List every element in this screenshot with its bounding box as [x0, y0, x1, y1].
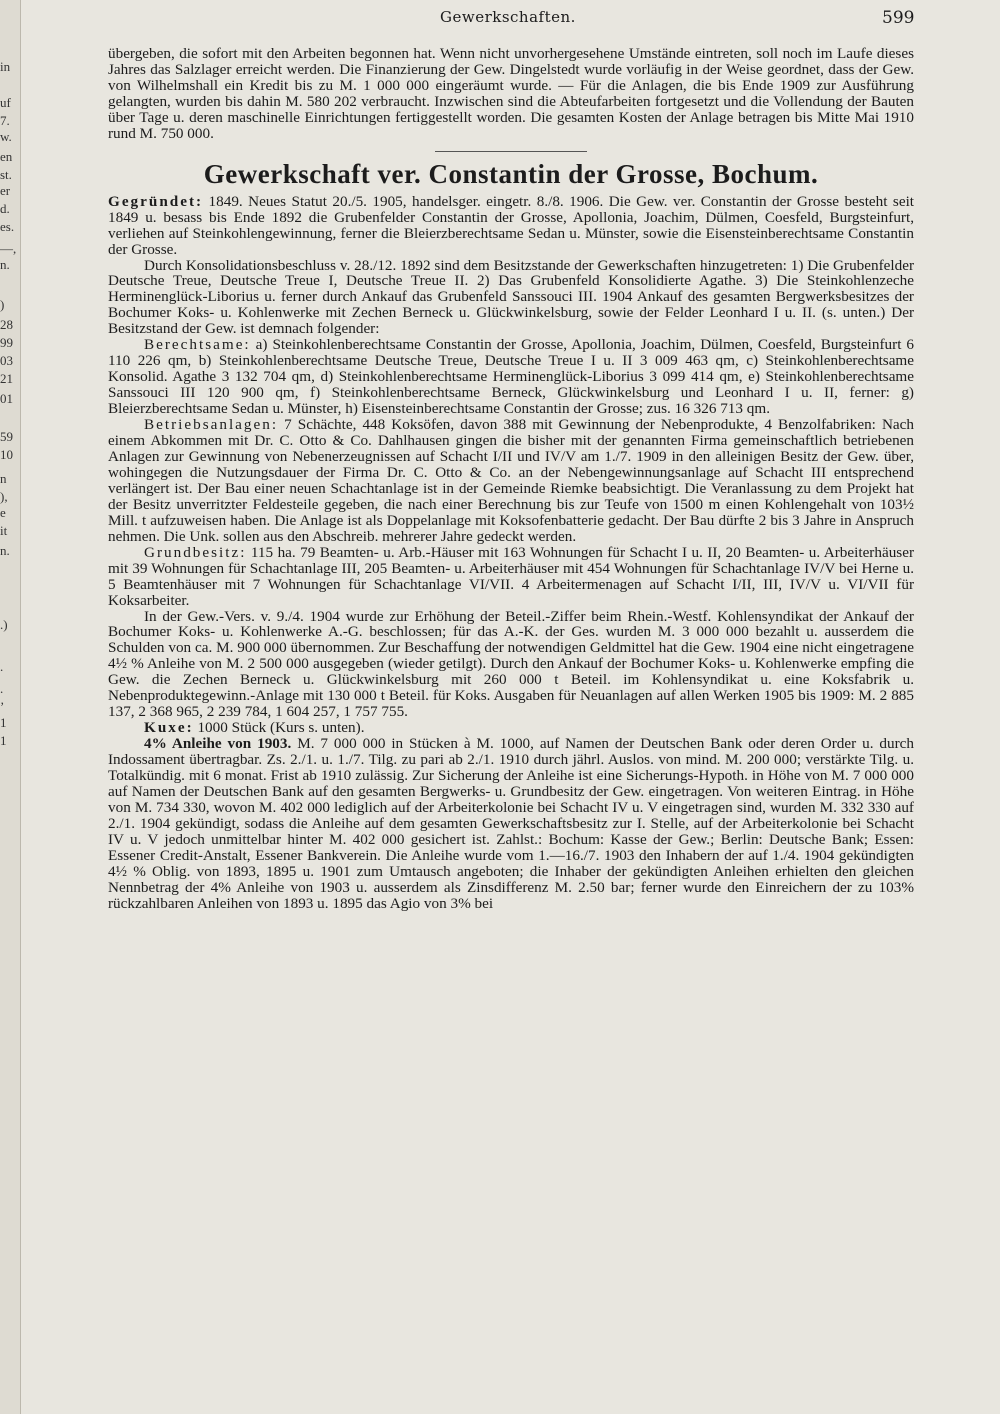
margin-fragment: .) [0, 617, 8, 632]
margin-fragment: 03 [0, 353, 13, 368]
section-title: Gewerkschaft ver. Constantin der Grosse, Bochum. [203, 158, 819, 189]
intro-paragraph: übergeben, die sofort mit den Arbeiten begonnen hat. Wenn nicht unvorhergesehene Umstände eintreten, soll noch im Laufe dieses Jahres das Salzlager erreicht werden. Die Finanzierung der Gew. Dingelstedt wurde vorläufig in der Weise geordnet, dass der Gew. von Wilhelmshall ein Kredit bis zu M. 1 000 000 eingeräumt wurde. — Für die Anlagen, die bis Ende 1909 zur Ausführung gelangten, wurden bis dahin M. 580 202 verbraucht. Inzwischen sind die Abteufarbeiten fortgesetzt und die Vollendung der Bauten über Tage u. deren maschinelle Einrichtungen fertiggestellt worden. Die gesamten Kosten der Anlage betragen bis Mitte Mai 1910 rund M. 750 000. [108, 45, 914, 142]
margin-fragment: 1 [0, 733, 7, 748]
margin-fragment: n [0, 471, 7, 486]
margin-fragment: n. [0, 257, 10, 272]
margin-fragment: 1 [0, 715, 7, 730]
anleihe-text: M. 7 000 000 in Stücken à M. 1000, auf Namen der Deutschen Bank oder deren Order u. durch Indossament übertragbar. Zs. 2./1. u. 1./7. Tilg. zu pari ab 2./1. 1910 durch jährl. Auslos. von mind. M. 200 000; verstärkte Tilg. u. Totalkündig. mit 6 monat. Frist ab 1910 zulässig. Zur Sicherung der Anleihe ist eine Sicherungs-Hypoth. in Höhe von M. 7 000 000 auf Namen der Deutschen Bank auf den gesamten Bergwerks- u. Grundbesitz der Gew. eingetragen. Von weiteren Eintrag. in Höhe von M. 734 330, wovon M. 402 000 lediglich auf der Arbeiterkolonie bei Schacht IV u. V eingetragen sind, wurden M. 332 330 auf 2./1. 1904 gekündigt, sodass die Anleihe auf dem gesamten Gewerkschaftsbesitz zur I. Stelle, auf der Arbeiterkolonie bei Schacht IV u. V jedoch unmittelbar hinter M. 402 000 gesichert ist. Zahlst.: Bochum: Kasse der Gew.; Berlin: Deutsche Bank; Essen: Essener Credit-Anstalt, Essener Bankverein. Die Anleihe wurde vom 1.—16./7. 1903 den Inhabern der auf 1./4. 1904 gekündigten 4½ % Oblig. von 1893, 1895 u. 1901 zum Umtausch angeboten; die Inhaber der gekündigten Anleihen erhielten den gleichen Nennbetrag der 4% Anleihe von 1903 u. ausserdem als Zinsdifferenz M. 2.50 bar; ferner wurde den Einreichern der zu 103% rückzahlbaren Anleihen von 1893 u. 1895 das Agio von 3% bei [108, 735, 914, 912]
adjacent-page-edge [0, 0, 21, 1414]
margin-fragment: in [0, 59, 11, 74]
margin-fragment: 21 [0, 371, 13, 386]
grundbesitz-label: Grundbesitz: [144, 543, 247, 561]
margin-fragment: 59 [0, 429, 13, 444]
margin-fragment: it [0, 523, 8, 538]
berechtsame-label: Berechtsame: [144, 336, 251, 354]
margin-fragment: . [0, 659, 4, 674]
kuxe-text: 1000 Stück (Kurs s. unten). [197, 719, 365, 737]
margin-fragment: er [0, 183, 11, 198]
gewerkenversammlung-paragraph: In der Gew.-Vers. v. 9./4. 1904 wurde zur Erhöhung der Beteil.-Ziffer beim Rhein.-Westf. Kohlensyndikat der Ankauf der Bochumer Koks- u. Kohlenwerke A.-G. beschlossen; für das A.-K. der Ges. wurden M. 3 000 000 bezahlt u. ausserdem die Schulden von ca. M. 900 000 übernommen. Zur Beschaffung der notwendigen Geldmittel hat die Gew. 1904 eine nicht eingetragene 4½ % Anleihe von M. 2 500 000 ausgegeben (wieder getilgt). Durch den Ankauf der Bochumer Koks- u. Kohlenwerke empfing die Gew. die Zechen Berneck u. Glückwinkelsburg mit 260 000 t Beteil. im Kohlensyndikat u. eine Koksfabrik u. Nebenproduktegewinn.-Anlage mit 130 000 t Beteil. für Koks. Ausgaben für Neuanlagen auf allen Werken 1905 bis 1909: M. 2 885 137, 2 368 965, 2 239 784, 1 604 257, 1 757 755. [108, 607, 914, 721]
margin-fragment: n. [0, 543, 10, 558]
kuxe-label: Kuxe: [144, 719, 194, 737]
berechtsame-text: a) Steinkohlenberechtsame Constantin der Grosse, Apollonia, Joachim, Dülmen, Coesfeld, Burgsteinfurt 6 110 226 qm, b) Steinkohlenberechtsame Deutsche Treue, Deutsche Treue I u. II 3 009 463 qm, c) Steinkohlenberechtsame Konsolid. Agathe 3 132 704 qm, d) Steinkohlenberechtsame Herminenglück-Liborius 3 099 414 qm, e) Steinkohlenberechtsame Sanssouci III 120 900 qm, f) Steinkohlenberechtsame Berneck, Glückwinkelsburg und Leonhard I u. II, ferner: g) Bleierzberechtsame Sedan u. Münster, h) Eisensteinberechtsame Constantin der Grosse; zus. 16 326 713 qm. [108, 336, 915, 418]
margin-fragment: uf [0, 95, 11, 110]
margin-fragment: es. [0, 219, 15, 234]
berechtsame-paragraph [108, 337, 914, 417]
betrieb-paragraph [108, 417, 914, 545]
margin-fragment: 10 [0, 447, 13, 462]
margin-fragment: ’ [0, 699, 5, 714]
grundbesitz-paragraph [108, 545, 914, 609]
founding-text: 1849. Neues Statut 20./5. 1905, handelsger. eingetr. 8./8. 1906. Die Gew. ver. Constantin der Grosse besteht seit 1849 u. besass bis Ende 1892 die Grubenfelder Constantin der Grosse, Apollonia, Joachim, Dülmen, Coesfeld, Burgsteinfurt, verliehen auf Steinkohlengewinnung, ferner die Bleierzberechtsame Sedan u. Münster, sowie die Eisensteinberechtsame Constantin der Grosse. [108, 192, 915, 258]
section-divider [435, 151, 587, 152]
grundbesitz-text: 115 ha. 79 Beamten- u. Arb.-Häuser mit 163 Wohnungen für Schacht I u. II, 20 Beamten- u. Arbeiterhäuser mit 39 Wohnungen für Schachtanlage III, 205 Beamten- u. Arbeiterhäuser mit 454 Wohnungen für Schachtanlage IV/V bei Herne u. 5 Beamtenhäuser mit 7 Wohnungen für Schachtanlage VI/VII. 4 Arbeitermenagen auf Schacht I/II, III, IV/V u. VI/VII für Koksarbeiter. [108, 543, 915, 609]
margin-fragment: 99 [0, 335, 13, 350]
page-body [108, 46, 914, 912]
margin-fragment: 7. [0, 113, 10, 128]
margin-fragment: d. [0, 201, 10, 216]
margin-fragment: —, [0, 241, 17, 256]
margin-fragment: . [0, 681, 4, 696]
margin-fragment: en [0, 149, 13, 164]
margin-fragment: st. [0, 167, 12, 182]
margin-fragment: ), [0, 489, 8, 504]
anleihe-label: 4% Anleihe von 1903. [144, 735, 292, 753]
running-header: Gewerkschaften. [440, 8, 576, 26]
founding-paragraph [108, 194, 914, 258]
consolidation-paragraph: Durch Konsolidationsbeschluss v. 28./12. 1892 sind dem Besitzstande der Gewerkschaften hinzugetreten: 1) Die Grubenfelder Deutsche Treue, Deutsche Treue I, Deutsche Treue II. 2) Das Grubenfeld Konsolidierte Agathe. 3) Die Steinkohlenzeche Herminenglück-Liborius u. ferner durch Ankauf das Grubenfeld Sanssouci III. 1904 Ankauf des gesamten Bergwerksbesitzes der Bochumer Koks- u. Kohlenwerke mit Zechen Berneck u. Glückwinkelsburg, sowie der Felder Leonhard I u. II. (s. unten.) Der Besitzstand der Gew. ist demnach folgender: [108, 256, 914, 338]
kuxe-paragraph [108, 720, 914, 736]
margin-fragment: w. [0, 129, 12, 144]
page-number: 599 [882, 8, 915, 28]
margin-fragment: ) [0, 297, 5, 312]
margin-fragment: 01 [0, 391, 13, 406]
founding-label: Gegründet: [108, 192, 204, 210]
margin-fragment: e [0, 505, 6, 520]
betrieb-label: Betriebsanlagen: [144, 416, 279, 434]
betrieb-text: 7 Schächte, 448 Koksöfen, davon 388 mit Gewinnung der Nebenprodukte, 4 Benzolfabriken: Nach einem Abkommen mit Dr. C. Otto & Co. Dahlhausen gingen die bisher mit der genannten Firma gemeinschaftlich betriebenen Anlagen zur Gewinnung von Nebenerzeugnissen auf Schacht I/II und IV/V am 1./7. 1909 in den alleinigen Besitz der Gew. über, wohingegen die Nutzungsdauer der Firma Dr. C. Otto & Co. an der Nebengewinnungsanlage auf Schacht III entsprechend verlängert ist. Der Bau einer neuen Schachtanlage ist in der Gemeinde Riemke beabsichtigt. Die Veranlassung zu dem Projekt hat der Besitz unverritzter Feldesteile gegeben, die nach einer Berechnung bis zur Teufe von 1500 m einen Kohlengehalt von 103½ Mill. t aufzuweisen haben. Die Anlage ist als Doppelanlage mit Koksofenbatterie gedacht. Der Bau dürfte 2 bis 3 Jahre in Anspruch nehmen. Die Unk. sollen aus den Abschreib. mehrerer Jahre gedeckt werden. [108, 416, 915, 545]
anleihe-paragraph [108, 736, 914, 911]
margin-fragment: 28 [0, 317, 13, 332]
